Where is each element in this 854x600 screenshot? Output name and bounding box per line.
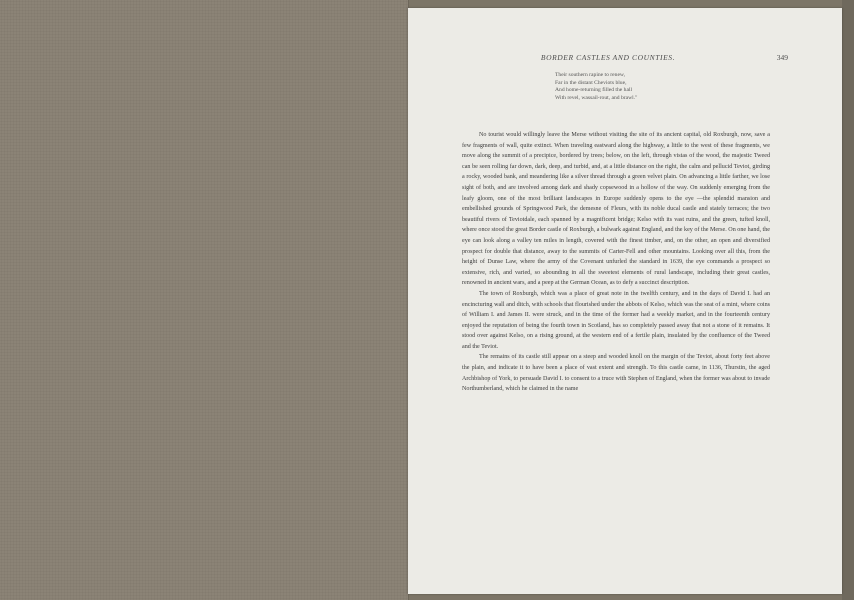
poem-line: Their southern rapine to renew, [555,72,625,78]
poem-quote [555,72,725,102]
board-edge [842,0,854,600]
poem-line: With revel, wassail-rout, and brawl." [555,94,638,101]
poem-line: And home-returning filled the hall [555,87,633,94]
page-number: 349 [776,53,788,62]
body-text [462,130,770,395]
poem-line: Far in the distant Cheviots blue, [555,79,627,86]
mounting-board [0,0,409,600]
paragraph: No tourist would willingly leave the Merse without visiting the site of its ancient capital, old Roxburgh, now, save a few fragments of wall, quite extinct. When traveling eastward along the highway, a little to the west of these fragments, we move along the summit of a precipice, bordered by trees; below, on the left, through vistas of the wood, the majestic Tweed can be seen rolling far down, dark, deep, and turbid, and, at a little distance on the right, the calm and pellucid Teviot, girding a rocky, wooded bank, and meandering like a silver thread through a green velvet plain. On advancing a little farther, we lose sight of both, and are involved among dark and shady copsewood in a hollow of the way. On suddenly emerging from the leafy gloom, one of the most brilliant landscapes in Europe suddenly opens to the eye —the splendid mansion and embellished grounds of Springwood Park, the demesne of Fleurs, with its noble ducal castle and stately terraces; the two beautiful rivers of Teviotdale, each spanned by a magnificent bridge; Kelso with its vast ruins, and the green, tufted knoll, where once stood the great Border castle of Roxburgh, a bulwark against England, and the key of the Merse. On one hand, the eye can look along a valley ten miles in length, covered with the finest timber, and, on the other, an open and diversified prospect for double that distance, away to the summits of Carter-Fell and other mountains. Looking over all this, from the height of Dunse Law, where the army of the Covenant unfurled the standard in 1639, the eye commands a prospect so extensive, rich, and varied, so abounding in all the sweetest elements of rural landscape, including their great castles, renowned in ancient wars, and a peep at the German Ocean, as to defy a succinct description. [462,132,770,287]
book-page [408,8,842,594]
paragraph: The remains of its castle still appear on a steep and wooded knoll on the margin of the Teviot, about forty feet above the plain, and indicate it to have been a place of vast extent and strength. To this castle came, in 1136, Thurstin, the aged Archbishop of York, to persuade David I. to consent to a truce with Stephen of England, when the former was about to invade Northumberland, which he claimed in the name [462,354,770,393]
paragraph: The town of Roxburgh, which was a place of great note in the twelfth century, and in the days of David I. had an encincturing wall and ditch, with schools that flourished under the abbots of Kelso, which was the seat of a mint, where coins of William I. and James II. were struck, and in the time of the former had a weekly market, and in the fourteenth century enjoyed the reputation of being the fourth town in Scotland, has so completely passed away that not a stone of it remains. It stood over against Kelso, on a rising ground, at the western end of a fertile plain, insulated by the confluence of the Tweed and the Teviot. [462,290,770,350]
running-title: BORDER CASTLES AND COUNTIES. [540,53,676,62]
page-header [508,53,788,67]
